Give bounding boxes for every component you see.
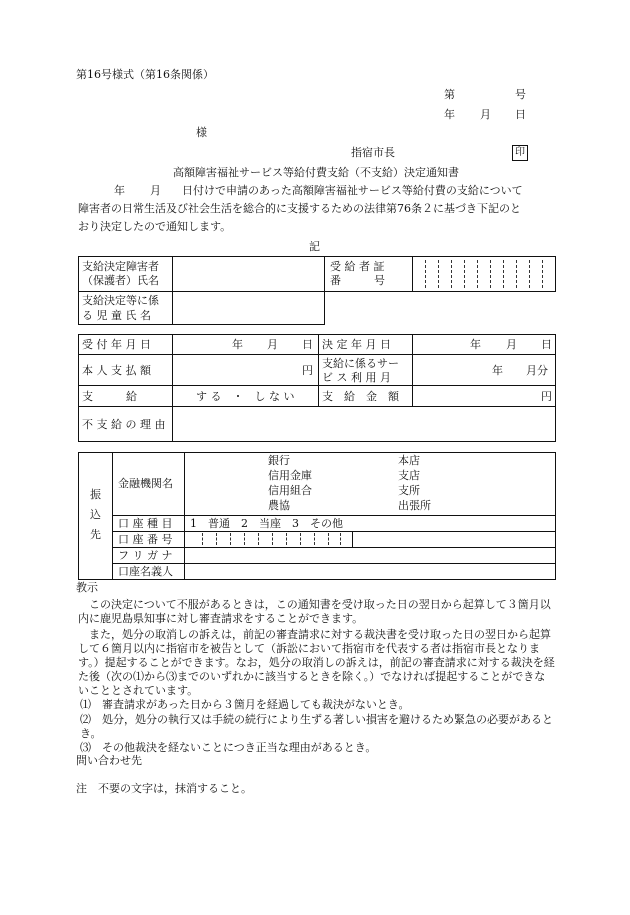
intro-month: 月 (150, 184, 161, 197)
bank-type-4: 農協 (268, 499, 290, 512)
date-year: 年 (444, 108, 455, 121)
contact-label: 問い合わせ先 (76, 754, 142, 767)
applicant-label-1: 支給決定障害者 (82, 260, 159, 273)
received-month: 月 (267, 338, 278, 351)
account-number-label: 口 座 番 号 (118, 533, 173, 546)
decision-year: 年 (470, 338, 481, 351)
notice-item-1: ⑴ 審査請求があった日から３箇月を経過しても裁決がないとき。 (80, 698, 410, 711)
document-title: 高額障害福祉サービス等給付費支給（不支給）決定通知書 (173, 166, 459, 179)
payment-label: 支 給 (82, 390, 137, 403)
addressee-suffix: 様 (196, 126, 207, 139)
doc-number-prefix: 第 (444, 88, 455, 101)
notice-paragraph-2: また，処分の取消しの訴えは，前記の審査請求に対する裁決書を受け取った日の翌日から起算して６箇月以内に指宿市を被告として（訴訟において指宿市を代表する者は指宿市長となります。）提起することができます。なお，処分の取消しの訴えは，前記の審査請求に対する裁決を経た後（次の⑴から⑶までのいずれかに該当するときを除く。）でなければ提起することができないこととされています。 (78, 628, 555, 697)
transfer-side-label-3: 先 (90, 528, 101, 541)
seal-mark: 印 (512, 145, 528, 161)
notice-heading: 教示 (76, 581, 98, 594)
decision-month: 月 (506, 338, 517, 351)
bank-type-1: 銀行 (268, 454, 290, 467)
service-month: 月分 (526, 364, 548, 377)
recipient-number-label-2: 番 号 (330, 274, 385, 287)
notice-item-2: ⑵ 処分，処分の執行又は手続の続行により生ずる著しい損害を避けるため緊急の必要があるとき。 (80, 713, 553, 740)
notice-item-3: ⑶ その他裁決を経ないことにつき正当な理由があるとき。 (80, 741, 377, 754)
intro-line-1: 日付けで申請のあった高額障害福祉サービス等給付費の支給について (182, 184, 523, 197)
received-date-label: 受 付 年 月 日 (82, 338, 151, 351)
bank-type-3: 信用組合 (268, 484, 312, 497)
account-type-options: 1 普通 2 当座 3 その他 (190, 517, 343, 530)
date-month: 月 (480, 108, 491, 121)
service-year: 年 (492, 364, 503, 377)
intro-year: 年 (114, 184, 125, 197)
service-month-label-2: ビ ス 利 用 月 (322, 371, 391, 384)
intro-line-3: おり決定したので通知します。 (78, 220, 232, 233)
footnote: 注 不要の文字は，抹消すること。 (76, 782, 252, 795)
account-holder-label: 口座名義人 (118, 565, 173, 578)
payment-options: す る ・ し な い (196, 390, 295, 403)
furigana-label: フ リ ガ ナ (118, 549, 173, 562)
date-day: 日 (515, 108, 526, 121)
received-year: 年 (232, 338, 243, 351)
branch-type-2: 支店 (398, 469, 420, 482)
self-pay-yen: 円 (302, 364, 313, 377)
self-pay-label: 本 人 支 払 額 (82, 364, 151, 377)
amount-yen: 円 (541, 390, 552, 403)
recipient-number-label-1: 受 給 者 証 (330, 260, 385, 273)
decision-date-label: 決 定 年 月 日 (322, 338, 391, 351)
service-month-label-1: 支給に係るサー (322, 357, 399, 370)
received-day: 日 (302, 338, 313, 351)
child-label-1: 支給決定等に係 (82, 294, 159, 307)
notice-paragraph-1: この決定について不服があるときは，この通知書を受け取った日の翌日から起算して３箇月以内に鹿児島県知事に対し審査請求をすることができます。 (78, 598, 551, 625)
form-number: 第16号様式（第16条関係） (76, 68, 214, 81)
applicant-label-2: （保護者）氏名 (82, 274, 159, 287)
bank-type-2: 信用金庫 (268, 469, 312, 482)
decision-day: 日 (541, 338, 552, 351)
ki-marker: 記 (309, 240, 320, 253)
bank-name-label: 金融機関名 (118, 477, 173, 490)
intro-line-2: 障害者の日常生活及び社会生活を総合的に支援するための法律第76条２に基づき下記のと (78, 202, 521, 215)
child-label-2: る 児 童 氏 名 (82, 309, 151, 322)
issuer: 指宿市長 (351, 146, 395, 159)
branch-type-4: 出張所 (398, 499, 431, 512)
transfer-side-label-1: 振 (90, 488, 101, 501)
account-type-label: 口 座 種 目 (118, 517, 173, 530)
branch-type-1: 本店 (398, 454, 420, 467)
non-payment-reason-label: 不 支 給 の 理 由 (82, 418, 166, 431)
branch-type-3: 支所 (398, 484, 420, 497)
transfer-side-label-2: 込 (90, 508, 101, 521)
doc-number-suffix: 号 (515, 88, 526, 101)
amount-label: 支 給 金 額 (322, 390, 399, 403)
